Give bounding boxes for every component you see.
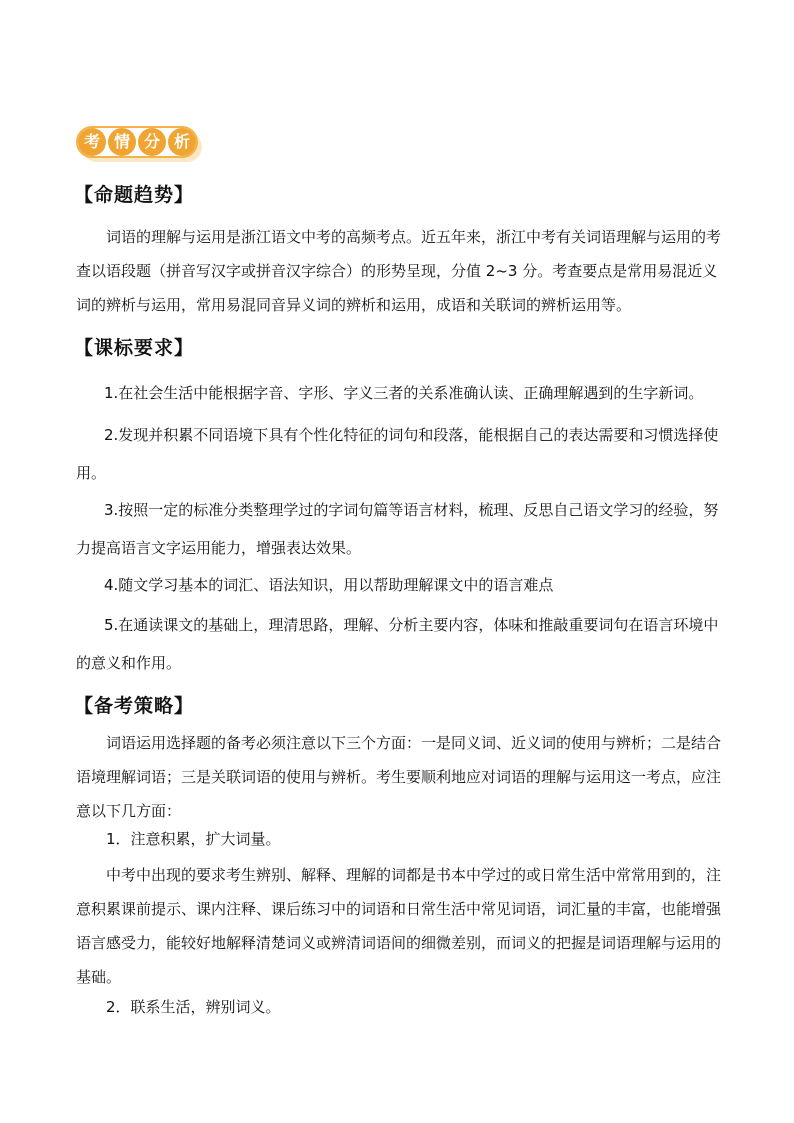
curriculum-item: 1.在社会生活中能根据字音、字形、字义三者的关系准确认读、正确理解遇到的生字新词。	[104, 384, 704, 402]
strategy-intro: 词语运用选择题的备考必须注意以下三个方面：一是同义词、近义词的使用与辨析；二是结合语境理解词语；三是关联词语的使用与辨析。考生要顺利地应对词语的理解与运用这一考点，应注意以下几方面：	[76, 734, 722, 820]
badge-char: 考	[78, 128, 106, 156]
badge-char: 情	[108, 128, 136, 156]
strategy-point-1: 1．注意积累，扩大词量。	[106, 830, 281, 848]
badge-char: 析	[168, 128, 196, 156]
badge-char: 分	[138, 128, 166, 156]
heading-strategy: 【备考策略】	[74, 695, 195, 717]
strategy-point-1-text: 中考中出现的要求考生辨别、解释、理解的词都是书本中学过的或日常生活中常常用到的，注意积累课前提示、课内注释、课后练习中的词语和日常生活中常见词语，词汇量的丰富，也能增强语言感受力，能较好地解释清楚词义或辨清词语间的细微差别，而词义的把握是词语理解与运用的基础。	[76, 866, 722, 986]
section-badge	[76, 126, 202, 162]
curriculum-item: 5.在通读课文的基础上，理清思路，理解、分析主要内容，体味和推敲重要词句在语言环境中的意义和作用。	[76, 616, 719, 672]
curriculum-item: 3.按照一定的标准分类整理学过的字词句篇等语言材料，梳理、反思自己语文学习的经验，努力提高语言文字运用能力，增强表达效果。	[76, 501, 719, 557]
strategy-point-2: 2．联系生活，辨别词义。	[106, 998, 281, 1016]
heading-curriculum: 【课标要求】	[74, 337, 195, 359]
badge-chars	[78, 128, 196, 156]
curriculum-item: 2.发现并积累不同语境下具有个性化特征的词句和段落，能根据自己的表达需要和习惯选择使用。	[76, 426, 719, 482]
heading-trend: 【命题趋势】	[74, 184, 195, 206]
curriculum-item: 4.随文学习基本的词汇、语法知识，用以帮助理解课文中的语言难点	[104, 576, 554, 594]
trend-paragraph: 词语的理解与运用是浙江语文中考的高频考点。近五年来，浙江中考有关词语理解与运用的考查以语段题（拼音写汉字或拼音汉字综合）的形势呈现，分值 2~3 分。考查要点是常用易混近义词的辨析与运用，常用易混同音异义词的辨析和运用，成语和关联词的辨析运用等。	[76, 228, 722, 314]
